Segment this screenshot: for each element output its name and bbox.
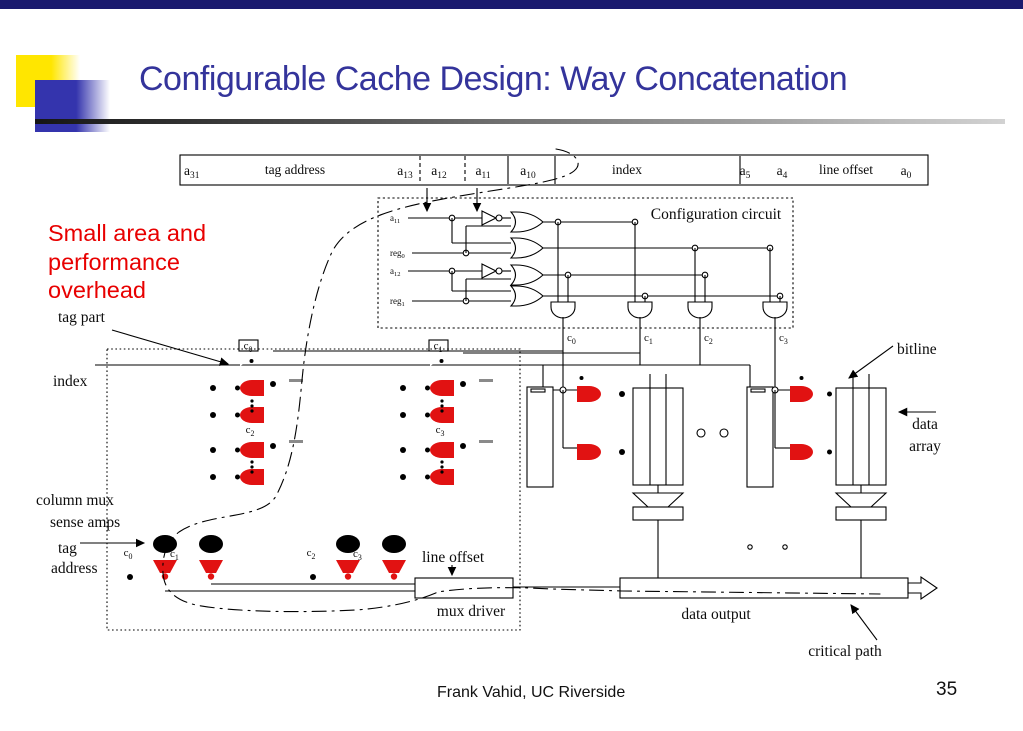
config-output-c0: $c_0$ bbox=[567, 332, 576, 346]
sense-amps-label: sense amps bbox=[50, 514, 121, 531]
valve-label-c2: $c_2$ bbox=[306, 547, 316, 561]
bitline-label: bitline bbox=[897, 341, 937, 358]
mux-driver-label: mux driver bbox=[436, 603, 506, 620]
and-gate-c0 bbox=[551, 302, 575, 318]
index-label: index bbox=[53, 373, 88, 390]
bit-a13: $a_{13}$ bbox=[397, 163, 413, 181]
arrow-tag-part bbox=[112, 330, 228, 364]
arrow-bitline bbox=[849, 346, 893, 378]
data-out-arrow-icon bbox=[908, 577, 937, 599]
data-output-box bbox=[620, 578, 908, 598]
or-gate-1 bbox=[511, 212, 543, 232]
bit-a0: $a_0$ bbox=[900, 163, 912, 181]
valve-label-c3: $c_3$ bbox=[353, 548, 362, 562]
config-output-c3: $c_3$ bbox=[779, 332, 788, 346]
tag-way-0 bbox=[150, 351, 310, 520]
way-select-c1-label: $c_1$ bbox=[433, 340, 443, 354]
data-array-label-line2: array bbox=[909, 438, 941, 455]
slide-title: Configurable Cache Design: Way Concatenation bbox=[139, 60, 848, 98]
valve-label-c1: $c_1$ bbox=[170, 548, 179, 562]
gate-label-c3: $c_3$ bbox=[435, 424, 445, 438]
critical-path-label: critical path bbox=[808, 643, 882, 660]
config-input-reg0: reg$_0$ bbox=[390, 248, 405, 260]
annotation-line-3: overhead bbox=[48, 277, 146, 303]
or-gate-2 bbox=[511, 238, 543, 258]
data-output-label: data output bbox=[681, 606, 751, 623]
ellipsis-dot-small bbox=[783, 545, 787, 549]
config-output-c2: $c_2$ bbox=[704, 332, 713, 346]
address-register bbox=[180, 155, 928, 211]
field-tag-address: tag address bbox=[264, 162, 326, 177]
tag-label: tag bbox=[58, 540, 77, 557]
way-select-c0-label: $c_0$ bbox=[243, 340, 253, 354]
configuration-circuit-title: Configuration circuit bbox=[650, 206, 782, 223]
and-gate-c2 bbox=[688, 302, 712, 318]
bit-a10: $a_{10}$ bbox=[520, 163, 536, 181]
bit-a31: $a_{31}$ bbox=[184, 163, 200, 181]
page-number: 35 bbox=[936, 679, 958, 700]
and-gate-c1 bbox=[628, 302, 652, 318]
tag-way-1 bbox=[340, 351, 500, 520]
ellipsis-dot-small bbox=[748, 545, 752, 549]
data-array-label-line1: data bbox=[912, 416, 938, 433]
bit-a4: $a_4$ bbox=[776, 163, 788, 181]
config-input-a12: $a_{12}$ bbox=[390, 266, 401, 278]
ellipsis-dot bbox=[720, 429, 728, 437]
line-offset-label: line offset bbox=[422, 549, 485, 566]
field-index: index bbox=[612, 162, 642, 177]
or-gate-4 bbox=[511, 286, 543, 306]
arrow-critical-path bbox=[851, 605, 877, 640]
column-mux-label: column mux bbox=[36, 492, 114, 509]
bit-a5: $a_5$ bbox=[739, 163, 751, 181]
address-label: address bbox=[51, 560, 98, 577]
or-gate-3 bbox=[511, 265, 543, 285]
config-output-c1: $c_1$ bbox=[644, 332, 653, 346]
bit-a11: $a_{11}$ bbox=[475, 163, 491, 181]
configuration-circuit bbox=[378, 198, 793, 346]
annotation-line-1: Small area and bbox=[48, 220, 207, 246]
output-stage bbox=[415, 549, 937, 660]
bit-a12: $a_{12}$ bbox=[431, 163, 447, 181]
field-line-offset: line offset bbox=[818, 162, 874, 177]
config-input-reg1: reg$_1$ bbox=[390, 296, 405, 308]
footer-author: Frank Vahid, UC Riverside bbox=[437, 684, 626, 701]
data-array-section bbox=[527, 370, 886, 578]
config-input-a11: $a_{11}$ bbox=[390, 213, 401, 225]
ellipsis-dot bbox=[697, 429, 705, 437]
gate-label-c2: $c_2$ bbox=[245, 424, 255, 438]
valve-label-c0: $c_0$ bbox=[123, 547, 133, 561]
tag-part-label: tag part bbox=[58, 309, 105, 326]
annotation-line-2: performance bbox=[48, 248, 180, 275]
tag-part-box bbox=[107, 349, 520, 630]
and-gate-c3 bbox=[763, 302, 787, 318]
